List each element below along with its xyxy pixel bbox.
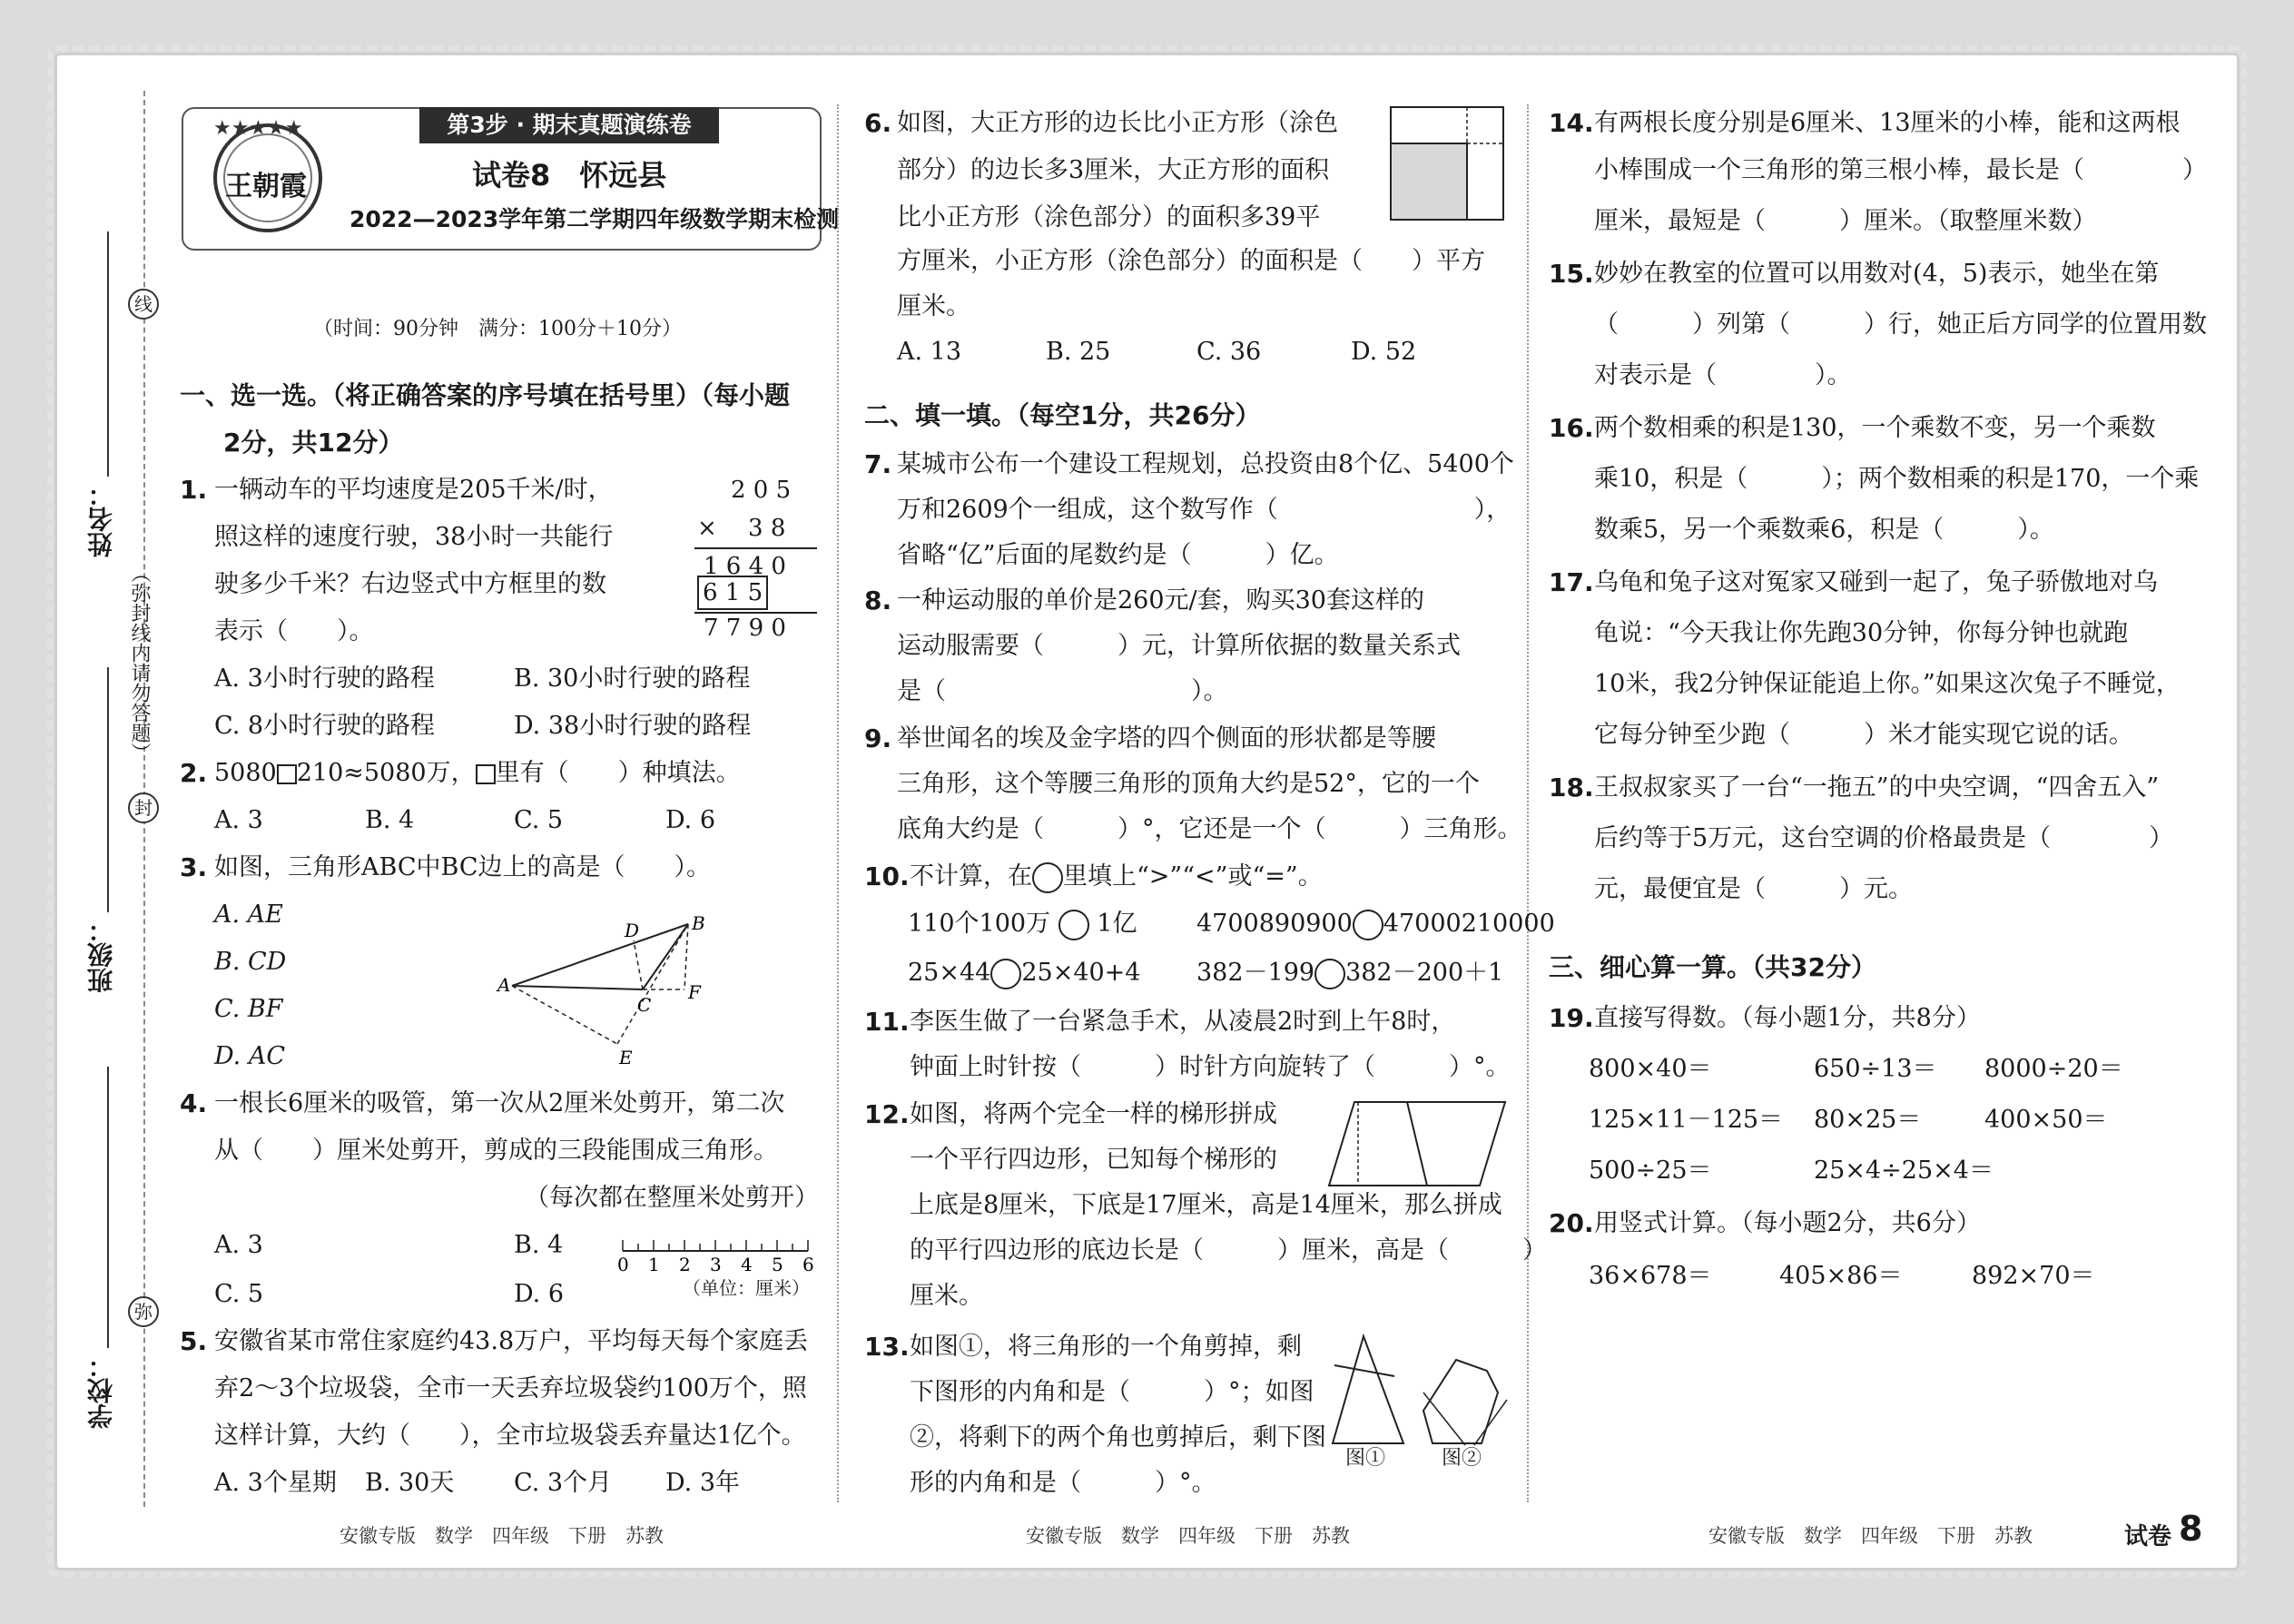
q16-line1: 两个数相乘的积是130，一个乘数不变，另一个乘数 xyxy=(1594,414,2156,442)
q8-number: 8. xyxy=(864,586,892,615)
q7-line3[interactable]: 省略“亿”后面的尾数约是（ ）亿。 xyxy=(897,541,1339,569)
q4-number: 4. xyxy=(180,1088,208,1118)
q14-number: 14. xyxy=(1549,108,1594,138)
q2-text xyxy=(214,750,741,797)
q20-item-3[interactable]: 892×70＝ xyxy=(1972,1262,2095,1290)
q19-item-7[interactable]: 500÷25＝ xyxy=(1589,1156,1712,1185)
q10-number: 10. xyxy=(864,861,910,891)
q9-line3[interactable]: 底角大约是（ ）°，它还是一个（ ）三角形。 xyxy=(897,815,1522,843)
q2-option-b[interactable]: B. 4 xyxy=(365,806,415,834)
q6-line2: 部分）的边长多3厘米，大正方形的面积 xyxy=(897,156,1330,184)
q1-calc-row1: 2 0 5 xyxy=(731,477,792,504)
q13-figure-2-label: 图② xyxy=(1442,1447,1482,1470)
q9-line2: 三角形，这个等腰三角形的顶角大约是52°，它的一个 xyxy=(897,770,1480,798)
q12-line1: 如图，将两个完全一样的梯形拼成 xyxy=(910,1100,1277,1128)
q3-option-b[interactable]: B. CD xyxy=(214,948,287,976)
q4-option-c[interactable]: C. 5 xyxy=(214,1280,264,1308)
column-divider-1 xyxy=(837,104,839,1502)
q4-line3: （每次都在整厘米处剪开） xyxy=(525,1184,819,1212)
q10-intro xyxy=(910,853,1323,901)
q1-calc-row3: 1 6 4 0 xyxy=(704,553,786,580)
q2-text-b: 210≈5080万， xyxy=(296,759,476,787)
q12-number: 12. xyxy=(864,1099,910,1129)
q10-intro-a: 不计算，在 xyxy=(910,862,1032,891)
q6-line4[interactable]: 方厘米，小正方形（涂色部分）的面积是（ ）平方 xyxy=(897,247,1485,275)
seal-mark-feng: 封 xyxy=(128,792,159,823)
q3-option-d[interactable]: D. AC xyxy=(214,1042,286,1070)
q8-line1: 一种运动服的单价是260元/套，购买30套这样的 xyxy=(897,586,1424,615)
q1-line1: 一辆动车的平均速度是205千米/时， xyxy=(214,476,613,504)
q20-item-1[interactable]: 36×678＝ xyxy=(1589,1262,1712,1290)
q3-option-c[interactable]: C. BF xyxy=(214,995,283,1023)
q6-line3: 比小正方形（涂色部分）的面积多39平 xyxy=(897,203,1321,231)
q1-line4[interactable]: 表示（ ）。 xyxy=(214,617,374,645)
q6-line1: 如图，大正方形的边长比小正方形（涂色 xyxy=(897,109,1338,137)
q7-line2[interactable]: 万和2609个一组成，这个数写作（ ）， xyxy=(897,496,1511,524)
q1-option-d[interactable]: D. 38小时行驶的路程 xyxy=(514,712,752,740)
q10-circle-4[interactable] xyxy=(1314,959,1345,989)
q1-option-c[interactable]: C. 8小时行驶的路程 xyxy=(214,712,436,740)
q4-option-d[interactable]: D. 6 xyxy=(514,1280,565,1308)
q10-expr4 xyxy=(1196,950,1503,997)
q13-line2[interactable]: 下图形的内角和是（ ）°；如图 xyxy=(910,1378,1314,1406)
q17-line2: 龟说：“今天我让你先跑30分钟，你每分钟也就跑 xyxy=(1594,619,2129,647)
q18-line2[interactable]: 后约等于5万元，这台空调的价格最贵是（ ） xyxy=(1594,824,2174,852)
q14-line1: 有两根长度分别是6厘米、13厘米的小棒，能和这两根 xyxy=(1594,109,2181,137)
q20-title: 用竖式计算。（每小题2分，共6分） xyxy=(1594,1209,1981,1237)
time-info: （时间：90分钟 满分：100分＋10分） xyxy=(313,318,682,340)
seal-note: （弥封线内请勿答题） xyxy=(128,563,151,763)
q12-line2: 一个平行四边形，已知每个梯形的 xyxy=(910,1146,1277,1174)
q11-line1: 李医生做了一台紧急手术，从凌晨2时到上午8时， xyxy=(910,1008,1456,1036)
q8-line3[interactable]: 是（ ）。 xyxy=(897,677,1228,705)
q3-text[interactable]: 如图，三角形ABC中BC边上的高是（ ）。 xyxy=(214,853,711,881)
q5-line1: 安徽省某市常住家庭约43.8万户，平均每天每个家庭丢 xyxy=(214,1327,809,1355)
name-label: 姓名： xyxy=(86,481,116,557)
q17-number: 17. xyxy=(1549,567,1594,597)
q2-option-d[interactable]: D. 6 xyxy=(665,806,716,834)
q16-line2[interactable]: 乘10，积是（ ）；两个数相乘的积是170，一个乘 xyxy=(1594,465,2200,493)
q2-text-a: 5080 xyxy=(214,759,277,787)
q1-option-a[interactable]: A. 3小时行驶的路程 xyxy=(214,664,435,693)
footer-center: 安徽专版 数学 四年级 下册 苏教 xyxy=(1026,1525,1350,1547)
page-label: 试卷 xyxy=(2124,1523,2172,1550)
q12-line4[interactable]: 的平行四边形的底边长是（ ）厘米，高是（ ） xyxy=(910,1236,1547,1265)
q18-number: 18. xyxy=(1549,773,1594,802)
q2-ref-box xyxy=(476,764,496,784)
ruler-label: 2 xyxy=(679,1254,691,1275)
q6-line5: 厘米。 xyxy=(897,292,970,320)
svg-text:★★★★★: ★★★★★ xyxy=(213,117,303,140)
q6-option-c[interactable]: C. 36 xyxy=(1196,338,1262,366)
q1-calc-row4-boxed: 6 1 5 xyxy=(697,576,768,610)
footer-left: 安徽专版 数学 四年级 下册 苏教 xyxy=(340,1525,664,1547)
q13-figure-1-label: 图① xyxy=(1345,1447,1386,1470)
q19-item-1[interactable]: 800×40＝ xyxy=(1589,1055,1712,1083)
q10-expr3-right: 25×40+4 xyxy=(1021,959,1141,987)
q10-expr1-left: 110个100万 xyxy=(908,910,1051,938)
q4-line1: 一根长6厘米的吸管，第一次从2厘米处剪开，第二次 xyxy=(214,1089,785,1117)
ruler-label: 5 xyxy=(772,1254,783,1275)
exam-title: 试卷8 怀远县 xyxy=(472,158,667,192)
q17-line4[interactable]: 它每分钟至少跑（ ）米才能实现它说的话。 xyxy=(1594,721,2133,749)
q17-line3: 10米，我2分钟保证能追上你。”如果这次兔子不睡觉， xyxy=(1594,670,2181,698)
footer-right: 安徽专版 数学 四年级 下册 苏教 xyxy=(1708,1525,2033,1547)
section1-title-line2: 2分，共12分） xyxy=(223,428,404,458)
q3-point-c: C xyxy=(637,994,652,1016)
q9-number: 9. xyxy=(864,723,892,753)
q6-option-b[interactable]: B. 25 xyxy=(1046,338,1111,366)
q19-item-6[interactable]: 400×50＝ xyxy=(1984,1106,2108,1134)
q15-line1: 妙妙在教室的位置可以用数对(4，5)表示，她坐在第 xyxy=(1594,260,2160,288)
ruler-label: 6 xyxy=(802,1254,814,1275)
q5-option-a[interactable]: A. 3个星期 xyxy=(214,1469,337,1497)
q3-point-b: B xyxy=(692,912,705,934)
q1-number: 1. xyxy=(180,475,208,505)
q4-option-a[interactable]: A. 3 xyxy=(214,1231,263,1259)
q16-line3[interactable]: 数乘5，另一个乘数乘6，积是（ ）。 xyxy=(1594,516,2054,544)
q3-number: 3. xyxy=(180,852,208,882)
q5-option-d[interactable]: D. 3年 xyxy=(665,1469,741,1497)
q19-item-3[interactable]: 8000÷20＝ xyxy=(1984,1055,2123,1083)
q4-line2[interactable]: 从（ ）厘米处剪开，剪成的三段能围成三角形。 xyxy=(214,1137,778,1165)
q3-point-a: A xyxy=(497,974,511,996)
q2-text-c[interactable]: 里有（ ）种填法。 xyxy=(495,759,741,787)
q19-number: 19. xyxy=(1549,1003,1594,1033)
q1-calc-row5: 7 7 9 0 xyxy=(704,615,786,642)
q13-figure-2 xyxy=(1420,1356,1511,1447)
q18-line1: 王叔叔家买了一台“一拖五”的中央空调，“四舍五入” xyxy=(1594,773,2160,802)
section2-title: 二、填一填。（每空1分，共26分） xyxy=(864,400,1261,430)
ruler-label: 0 xyxy=(617,1254,629,1275)
q3-point-e: E xyxy=(619,1047,633,1068)
q19-item-8[interactable]: 25×4÷25×4＝ xyxy=(1814,1156,1994,1185)
q16-number: 16. xyxy=(1549,413,1594,443)
q5-number: 5. xyxy=(180,1326,208,1356)
school-blank-line[interactable] xyxy=(107,1067,109,1348)
section3-title: 三、细心算一算。（共32分） xyxy=(1549,952,1876,982)
q9-line1: 举世闻名的埃及金字塔的四个侧面的形状都是等腰 xyxy=(897,724,1436,753)
q20-number: 20. xyxy=(1549,1208,1594,1238)
q10-expr1-right: 1亿 xyxy=(1097,910,1137,938)
q6-option-d[interactable]: D. 52 xyxy=(1351,338,1417,366)
seal-mark-xian: 线 xyxy=(128,289,159,320)
q13-line4[interactable]: 形的内角和是（ ）°。 xyxy=(910,1469,1216,1497)
q10-expr4-right: 382－200＋1 xyxy=(1345,959,1504,987)
q7-number: 7. xyxy=(864,449,892,479)
q20-item-2[interactable]: 405×86＝ xyxy=(1779,1262,1903,1290)
ruler-label: 1 xyxy=(648,1254,660,1275)
q8-line2[interactable]: 运动服需要（ ）元，计算所依据的数量关系式 xyxy=(897,632,1461,660)
q4-option-b[interactable]: B. 4 xyxy=(514,1231,564,1259)
q1-option-b[interactable]: B. 30小时行驶的路程 xyxy=(514,664,751,693)
q10-expr2-left: 4700890900 xyxy=(1196,910,1353,938)
class-blank-line[interactable] xyxy=(107,667,109,912)
q3-point-f: F xyxy=(688,981,701,1003)
q3-option-a[interactable]: A. AE xyxy=(214,901,283,929)
page-number: 8 xyxy=(2179,1509,2203,1549)
q19-item-5[interactable]: 80×25＝ xyxy=(1814,1106,1922,1134)
seal-mark-mi: 弥 xyxy=(128,1296,159,1327)
q6-square-figure xyxy=(1389,105,1507,223)
q10-circle-1[interactable] xyxy=(1058,910,1089,940)
class-label: 班级： xyxy=(86,917,116,993)
q11-number: 11. xyxy=(864,1007,910,1037)
q18-line3[interactable]: 元，最便宜是（ ）元。 xyxy=(1594,875,1913,903)
q10-expr2-right: 47000210000 xyxy=(1383,910,1555,938)
q2-blank-box[interactable] xyxy=(277,764,297,784)
q10-circle-2[interactable] xyxy=(1353,910,1383,940)
school-label: 学校： xyxy=(86,1353,116,1429)
q13-figure-1 xyxy=(1327,1333,1409,1451)
q3-triangle-figure xyxy=(497,912,715,1071)
q19-title: 直接写得数。（每小题1分，共8分） xyxy=(1594,1004,1981,1032)
q11-line2[interactable]: 钟面上时针按（ ）时针方向旋转了（ ）°。 xyxy=(910,1053,1511,1081)
q10-expr1 xyxy=(908,901,1137,948)
ruler-label: 3 xyxy=(710,1254,722,1275)
q12-line3: 上底是8厘米，下底是17厘米，高是14厘米，那么拼成 xyxy=(910,1191,1502,1219)
q7-line1: 某城市公布一个建设工程规划，总投资由8个亿、5400个 xyxy=(897,450,1514,478)
q1-line2: 照这样的速度行驶，38小时一共能行 xyxy=(214,523,614,551)
q15-line2[interactable]: （ ）列第（ ）行，她正后方同学的位置用数 xyxy=(1594,310,2207,339)
q6-option-a[interactable]: A. 13 xyxy=(897,338,962,366)
q14-line3[interactable]: 厘米，最短是（ ）厘米。（取整厘米数） xyxy=(1594,207,2097,235)
q14-line2[interactable]: 小棒围成一个三角形的第三根小棒，最长是（ ） xyxy=(1594,156,2207,184)
q13-line1: 如图①，将三角形的一个角剪掉，剩 xyxy=(910,1333,1302,1361)
q13-number: 13. xyxy=(864,1332,910,1362)
q5-option-b[interactable]: B. 30天 xyxy=(365,1469,455,1497)
q1-calc-row2: × 3 8 xyxy=(697,515,786,542)
q10-expr2 xyxy=(1196,901,1555,948)
q5-line3[interactable]: 这样计算，大约（ ），全市垃圾袋丢弃量达1亿个。 xyxy=(214,1422,806,1450)
exam-subtitle: 2022—2023学年第二学期四年级数学期末检测 xyxy=(350,206,840,232)
q2-option-c[interactable]: C. 5 xyxy=(514,806,564,834)
q10-expr3 xyxy=(908,950,1140,997)
q17-line1: 乌龟和兔子这对冤家又碰到一起了，兔子骄傲地对乌 xyxy=(1594,568,2158,596)
q12-parallelogram-figure xyxy=(1327,1098,1509,1189)
q13-line3: ②，将剩下的两个角也剪掉后，剩下图 xyxy=(910,1423,1326,1452)
q1-line3: 驶多少千米？右边竖式中方框里的数 xyxy=(214,570,606,598)
q10-ref-circle xyxy=(1032,862,1063,893)
q10-intro-b: 里填上“>”“<”或“=”。 xyxy=(1063,862,1323,891)
q15-line3[interactable]: 对表示是（ ）。 xyxy=(1594,361,1852,389)
section1-title-line1: 一、选一选。（将正确答案的序号填在括号里）（每小题 xyxy=(180,380,791,410)
q6-number: 6. xyxy=(864,108,892,138)
q15-number: 15. xyxy=(1549,259,1594,289)
q2-number: 2. xyxy=(180,758,208,788)
q12-line5: 厘米。 xyxy=(910,1282,983,1310)
step-badge: 第3步 · 期末真题演练卷 xyxy=(419,107,719,143)
q4-ruler-unit: （单位：厘米） xyxy=(683,1277,810,1299)
q3-point-d: D xyxy=(625,920,640,941)
name-blank-line[interactable] xyxy=(107,231,109,477)
q19-item-4[interactable]: 125×11－125＝ xyxy=(1589,1106,1784,1134)
logo-text: 王朝霞 xyxy=(225,171,307,202)
q5-line2: 弃2～3个垃圾袋，全市一天丢弃垃圾袋约100万个，照 xyxy=(214,1374,807,1403)
q19-item-2[interactable]: 650÷13＝ xyxy=(1814,1055,1937,1083)
column-divider-2 xyxy=(1527,104,1529,1502)
q2-option-a[interactable]: A. 3 xyxy=(214,806,263,834)
ruler-label: 4 xyxy=(741,1254,753,1275)
q5-option-c[interactable]: C. 3个月 xyxy=(514,1469,613,1497)
q10-circle-3[interactable] xyxy=(990,959,1021,989)
q10-expr4-left: 382－199 xyxy=(1196,959,1315,987)
q10-expr3-left: 25×44 xyxy=(908,959,991,987)
